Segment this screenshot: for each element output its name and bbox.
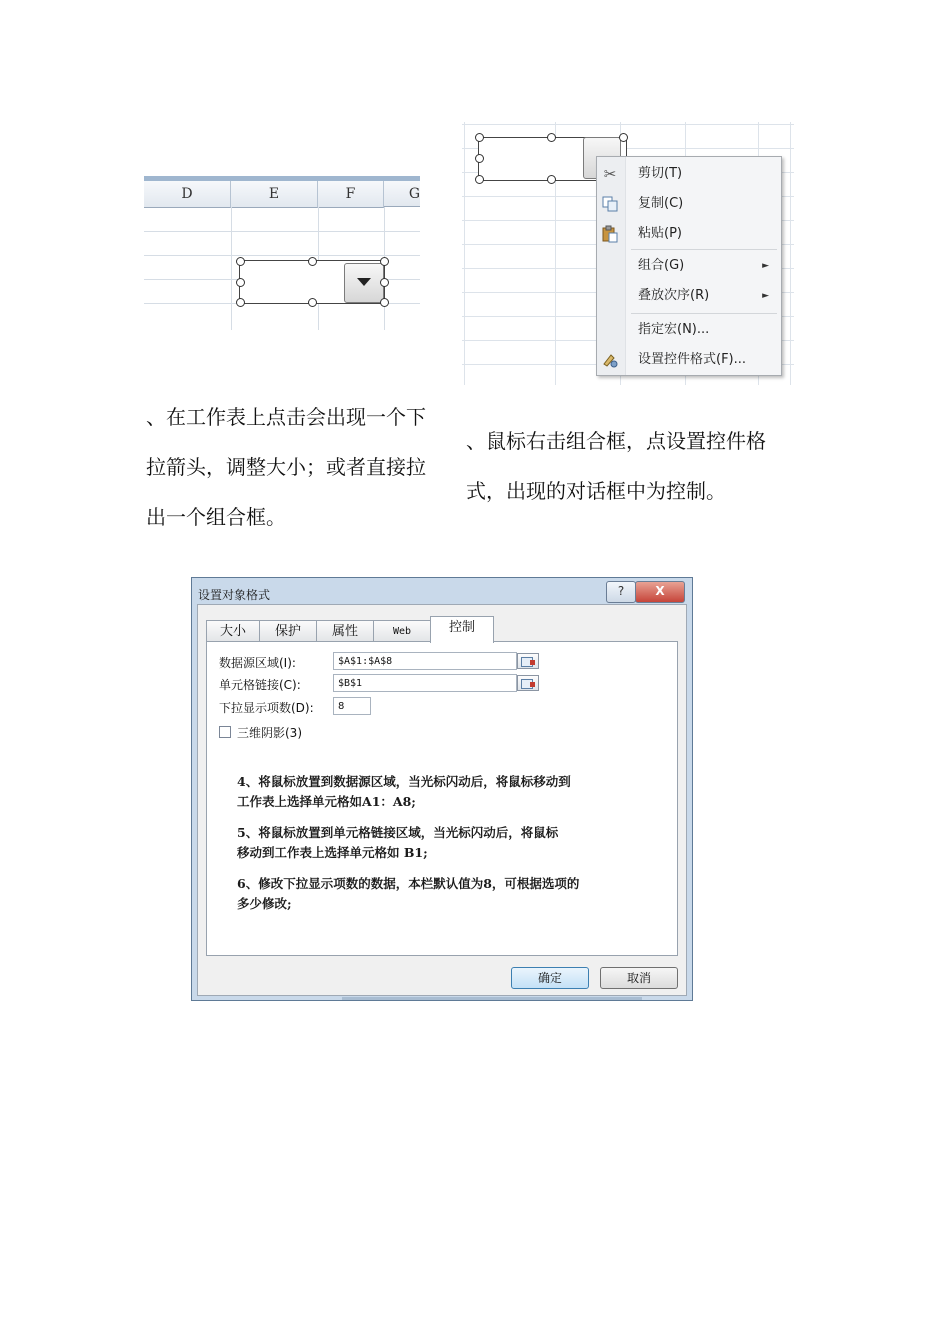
column-header-g: G (384, 181, 420, 207)
menu-item-paste[interactable] (597, 219, 781, 249)
caption-line: 、鼠标右击组合框，点设置控件格 (466, 429, 766, 453)
tab-properties[interactable]: 属性 (316, 620, 374, 642)
column-header-d: D (144, 181, 231, 208)
note-line: 工作表上选择单元格如A1：A8; (237, 794, 416, 809)
grid-line (462, 124, 794, 125)
caption-line: 拉箭头，调整大小；或者直接拉 (146, 455, 426, 479)
range-select-icon-mark (530, 682, 535, 687)
dropdown-lines-input[interactable]: 8 (333, 697, 371, 715)
control-tab-panel (206, 641, 678, 956)
submenu-arrow-icon: ► (762, 291, 769, 301)
3d-shading-checkbox[interactable] (219, 726, 231, 738)
column-header-f: F (318, 181, 384, 208)
note-line: 移动到工作表上选择单元格如 B1; (237, 845, 428, 860)
context-menu-screenshot (462, 122, 794, 385)
3d-shading-label: 三维阴影(3) (237, 726, 302, 740)
menu-item-label: 设置控件格式(F)... (638, 352, 747, 367)
grid-line (144, 255, 420, 256)
tab-protection[interactable]: 保护 (259, 620, 317, 642)
note-line: 4、将鼠标放置到数据源区域，当光标闪动后，将鼠标移动到 (237, 774, 571, 789)
menu-item-cut[interactable] (597, 159, 781, 189)
menu-item-assign-macro[interactable] (597, 315, 781, 345)
menu-separator (631, 249, 777, 250)
source-range-label: 数据源区域(I): (219, 656, 296, 670)
note-line: 6、修改下拉显示项数的数据，本栏默认值为8，可根据选项的 (237, 876, 580, 891)
resize-handle[interactable] (308, 298, 317, 307)
resize-handle[interactable] (308, 257, 317, 266)
dialog-body (197, 604, 687, 996)
combo-box-dropdown-button[interactable] (344, 263, 384, 303)
resize-handle[interactable] (380, 278, 389, 287)
caption-left (146, 392, 462, 542)
grid-line (464, 122, 465, 385)
cancel-button[interactable]: 取消 (600, 967, 678, 989)
submenu-arrow-icon: ► (762, 261, 769, 271)
context-menu (596, 156, 782, 376)
resize-handle[interactable] (236, 278, 245, 287)
caption-line: 式，出现的对话框中为控制。 (466, 479, 726, 503)
tab-web[interactable]: Web (373, 620, 431, 642)
cell-link-label: 单元格链接(C): (219, 678, 301, 692)
tab-control[interactable]: 控制 (430, 616, 494, 643)
collapse-dialog-button[interactable] (517, 653, 539, 669)
resize-handle[interactable] (547, 133, 556, 142)
resize-handle[interactable] (475, 154, 484, 163)
dropdown-arrow-icon (357, 278, 371, 286)
grid-line (790, 122, 791, 385)
help-button[interactable]: ? (606, 581, 636, 603)
ok-button[interactable]: 确定 (511, 967, 589, 989)
dialog-bottom-shadow (342, 997, 642, 1000)
caption-line: 出一个组合框。 (146, 505, 286, 529)
close-button[interactable]: X (635, 581, 685, 603)
source-range-input[interactable]: $A$1:$A$8 (333, 652, 517, 670)
cell-link-input[interactable]: $B$1 (333, 674, 517, 692)
caption-line: 、在工作表上点击会出现一个下 (146, 405, 426, 429)
format-object-dialog (191, 577, 693, 1001)
scissors-icon: ✂ (603, 165, 617, 183)
instruction-note-4 (237, 772, 657, 812)
menu-item-label: 指定宏(N)... (638, 322, 710, 337)
copy-icon (601, 195, 619, 213)
column-header-e: E (231, 181, 318, 208)
resize-handle[interactable] (475, 175, 484, 184)
menu-item-label: 复制(C) (638, 196, 684, 211)
combo-box-screenshot (144, 176, 420, 330)
resize-handle[interactable] (236, 257, 245, 266)
resize-handle[interactable] (380, 257, 389, 266)
menu-item-format-control[interactable] (597, 345, 781, 375)
menu-item-label: 粘贴(P) (638, 226, 682, 241)
note-line: 多少修改; (237, 896, 292, 911)
range-select-icon-mark (530, 660, 535, 665)
instruction-note-6 (237, 874, 657, 914)
menu-item-group[interactable] (597, 251, 781, 281)
resize-handle[interactable] (619, 133, 628, 142)
dialog-title: 设置对象格式 (198, 588, 271, 602)
menu-item-copy[interactable] (597, 189, 781, 219)
menu-item-order[interactable] (597, 281, 781, 311)
resize-handle[interactable] (236, 298, 245, 307)
instruction-note-5 (237, 823, 657, 863)
resize-handle[interactable] (380, 298, 389, 307)
paste-icon (601, 225, 619, 243)
format-control-icon (601, 351, 619, 369)
menu-item-label: 剪切(T) (638, 166, 683, 181)
resize-handle[interactable] (547, 175, 556, 184)
grid-line (144, 231, 420, 232)
menu-separator (631, 313, 777, 314)
note-line: 5、将鼠标放置到单元格链接区域，当光标闪动后，将鼠标 (237, 825, 559, 840)
collapse-dialog-button[interactable] (517, 675, 539, 691)
menu-item-label: 组合(G) (638, 258, 685, 273)
menu-item-label: 叠放次序(R) (638, 288, 710, 303)
caption-right (466, 416, 810, 516)
resize-handle[interactable] (475, 133, 484, 142)
grid-line (231, 207, 232, 330)
tab-size[interactable]: 大小 (206, 620, 260, 642)
dropdown-lines-label: 下拉显示项数(D): (219, 701, 314, 715)
